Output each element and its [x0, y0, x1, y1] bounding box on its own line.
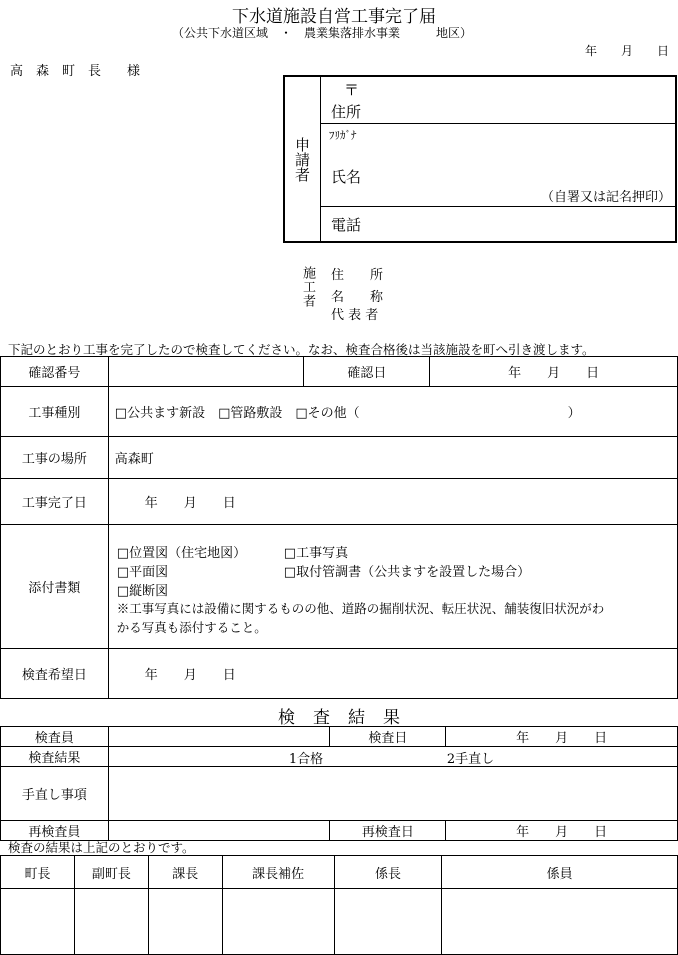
seal-note: （自署又は記名押印） [540, 190, 671, 205]
work-type-options[interactable]: □公共ます新設 □管路敷設 □その他（ ） [108, 387, 677, 437]
approval-assistant-chief: 課長補佐 [222, 856, 334, 889]
submission-date[interactable]: 年 月 日 [585, 44, 670, 58]
attachment-connection-record[interactable]: □取付管調書（公共ますを設置した場合） [283, 564, 531, 580]
table-row [1, 437, 678, 479]
confirm-date-field[interactable]: 年 月 日 [430, 357, 678, 387]
attachment-profile[interactable]: □縦断図 [116, 583, 169, 599]
attachment-photos[interactable]: □工事写真 [283, 545, 349, 561]
result-pass[interactable]: 1合格 [288, 752, 324, 767]
applicant-box [283, 75, 677, 243]
reinspection-date-label: 再検査日 [330, 821, 446, 841]
phone-label: 電話 [331, 216, 362, 234]
approval-mayor: 町長 [1, 856, 75, 889]
applicant-label: 申請者 [285, 77, 321, 241]
redo-items-field[interactable] [108, 767, 677, 821]
approval-deputy-mayor: 副町長 [74, 856, 148, 889]
inspection-date-field[interactable]: 年 月 日 [446, 727, 678, 747]
results-footer: 検査の結果は上記のとおりです。 [8, 840, 195, 855]
attachment-note-2: かる写真も添付すること。 [116, 619, 267, 635]
inspection-date-label: 検査日 [330, 727, 446, 747]
requested-date-field[interactable]: 年 月 日 [108, 649, 677, 699]
stamp-mayor[interactable] [1, 889, 75, 955]
inspector-field[interactable] [108, 727, 330, 747]
approval-table [0, 855, 678, 955]
name-label: 氏名 [331, 168, 362, 186]
table-row [1, 889, 678, 955]
table-row [1, 649, 678, 699]
confirm-no-field[interactable] [108, 357, 304, 387]
inspector-label: 検査員 [1, 727, 109, 747]
completion-form-table [0, 356, 678, 699]
table-row [1, 357, 678, 387]
table-row [1, 525, 678, 649]
document-subtitle: （公共下水道区域 ・ 農業集落排水事業 地区） [172, 26, 473, 40]
stamp-staff[interactable] [442, 889, 678, 955]
intro-text: 下記のとおり工事を完了したので検査してください。なお、検査合格後は当該施設を町へ引き渡します。 [8, 342, 595, 357]
table-row [1, 767, 678, 821]
table-row [1, 387, 678, 437]
completion-date-field[interactable]: 年 月 日 [108, 479, 677, 525]
completion-date-label: 工事完了日 [1, 479, 109, 525]
reinspector-label: 再検査員 [1, 821, 109, 841]
applicant-name-row[interactable] [321, 124, 675, 207]
contractor-rep-label: 代 表 者 [331, 308, 379, 323]
stamp-subsection-chief[interactable] [334, 889, 442, 955]
postal-mark: 〒 [344, 81, 360, 99]
stamp-assistant-chief[interactable] [222, 889, 334, 955]
document-title: 下水道施設自営工事完了届 [232, 7, 436, 27]
work-type-label: 工事種別 [1, 387, 109, 437]
contractor-address-label: 住 所 [331, 268, 384, 283]
table-row [1, 479, 678, 525]
stamp-deputy-mayor[interactable] [74, 889, 148, 955]
results-heading: 検査結果 [278, 708, 418, 728]
attachment-note-1: ※工事写真には設備に関するものの他、道路の掘削状況、転圧状況、舗装復旧状況がわ [116, 600, 605, 616]
addressee: 高 森 町 長 様 [10, 64, 141, 79]
result-label: 検査結果 [1, 747, 109, 767]
reinspection-date-field[interactable]: 年 月 日 [446, 821, 678, 841]
confirm-no-label: 確認番号 [1, 357, 109, 387]
table-row [1, 856, 678, 889]
result-redo[interactable]: 2手直し [446, 752, 495, 767]
results-table [0, 726, 678, 841]
attachments-cell [108, 525, 677, 649]
confirm-date-label: 確認日 [304, 357, 430, 387]
redo-items-label: 手直し事項 [1, 767, 109, 821]
approval-section-chief: 課長 [148, 856, 222, 889]
address-label: 住所 [331, 103, 362, 121]
contractor-label: 施工者 [300, 266, 315, 308]
attachments-label: 添付書類 [1, 525, 109, 649]
attachment-plan[interactable]: □平面図 [116, 564, 169, 580]
table-row [1, 727, 678, 747]
approval-staff: 係員 [442, 856, 678, 889]
applicant-phone-row[interactable] [321, 207, 675, 241]
contractor-name-label: 名 称 [331, 290, 384, 305]
stamp-section-chief[interactable] [148, 889, 222, 955]
attachment-location-map[interactable]: □位置図（住宅地図） [116, 545, 247, 561]
furigana-label: ﾌﾘｶﾞﾅ [329, 129, 357, 142]
table-row [1, 747, 678, 767]
result-field[interactable] [108, 747, 677, 767]
approval-subsection-chief: 係長 [334, 856, 442, 889]
location-label: 工事の場所 [1, 437, 109, 479]
applicant-address-row[interactable] [321, 77, 675, 124]
requested-date-label: 検査希望日 [1, 649, 109, 699]
location-field[interactable]: 高森町 [108, 437, 677, 479]
